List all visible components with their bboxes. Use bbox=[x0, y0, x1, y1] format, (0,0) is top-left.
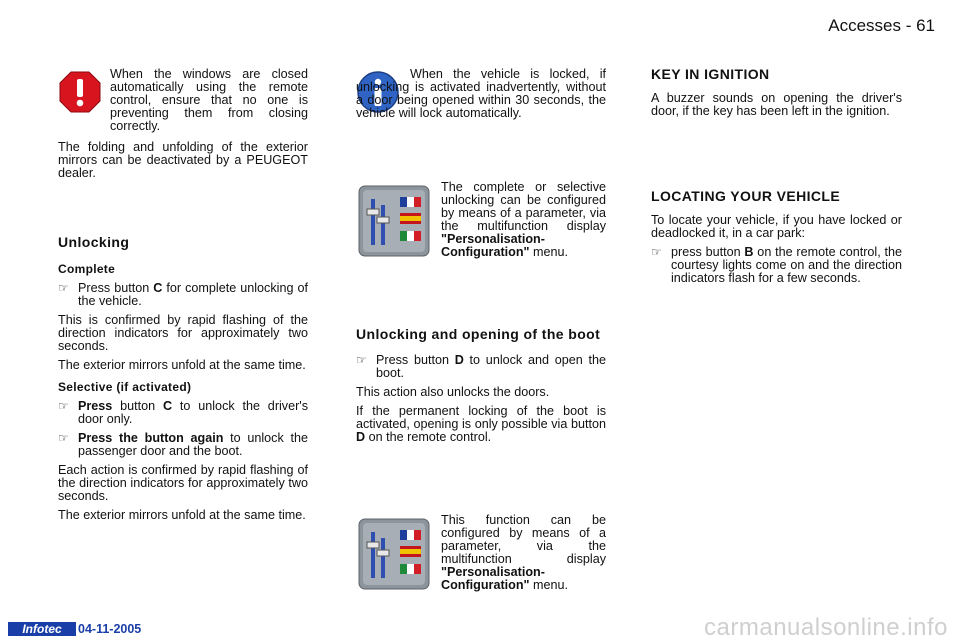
permanent-text: If the permanent locking of the boot is activated, opening is only possible via button D on the remote control. bbox=[356, 404, 606, 444]
unfold-text: The exterior mirrors unfold at the same time. bbox=[58, 508, 306, 522]
complete-heading: Complete bbox=[58, 262, 116, 276]
boot-doors-text: This action also unlocks the doors. bbox=[356, 385, 550, 399]
warning-icon bbox=[58, 70, 102, 114]
locating-text: To locate your vehicle, if you have locked or deadlocked it, in a car park: bbox=[651, 213, 902, 240]
list-item: ☞ Press the button again to unlock the passenger door and the boot. bbox=[58, 431, 308, 458]
key-section bbox=[651, 66, 902, 124]
selective-heading: Selective (if activated) bbox=[58, 380, 192, 394]
list-item: ☞ press button B on the remote control, the courtesy lights come on and the direction indicators flash for a few seconds. bbox=[651, 245, 902, 285]
warning-note: When the windows are closed automatically using the remote control, ensure that no one is preventing them from closing correctly. bbox=[110, 67, 308, 133]
mirrors-note: The folding and unfolding of the exterior mirrors can be deactivated by a PEUGEOT dealer. bbox=[58, 140, 308, 180]
each-action-text: Each action is confirmed by rapid flashing of the direction indicators for approximately two seconds. bbox=[58, 463, 308, 503]
settings-sliders-flags-icon bbox=[358, 518, 430, 590]
pointer-icon: ☞ bbox=[356, 353, 367, 367]
pointer-icon: ☞ bbox=[651, 245, 662, 259]
settings-sliders-flags-icon bbox=[358, 185, 430, 257]
boot-section bbox=[356, 326, 606, 450]
page-header: Accesses - 61 bbox=[828, 16, 935, 35]
info-note: When the vehicle is locked, if unlocking is activated inadvertently, without a door being opened within 30 seconds, the vehicle will lock automatically. bbox=[356, 67, 606, 120]
key-heading: KEY IN IGNITION bbox=[651, 66, 770, 82]
watermark: carmanualsonline.info bbox=[704, 614, 948, 641]
config-note-1: The complete or selective unlocking can be configured by means of a parameter, via the multifunction display "Personalisation-Configuration" menu. bbox=[441, 180, 606, 259]
pointer-icon: ☞ bbox=[58, 431, 69, 445]
list-item: ☞ Press button C to unlock the driver's door only. bbox=[58, 399, 309, 426]
config-note-2: This function can be configured by means of a parameter, via the multifunction display "Personalisation-Configuration" menu. bbox=[441, 513, 606, 592]
pointer-icon: ☞ bbox=[58, 399, 69, 413]
list-item: ☞ Press button C for complete unlocking of the vehicle. bbox=[58, 281, 308, 308]
confirm-text: This is confirmed by rapid flashing of the direction indicators for approximately two seconds. bbox=[58, 313, 308, 353]
unlocking-section bbox=[58, 234, 308, 528]
boot-heading: Unlocking and opening of the boot bbox=[356, 326, 601, 342]
unfold-text: The exterior mirrors unfold at the same time. bbox=[58, 358, 306, 372]
footer-date: 04-11-2005 bbox=[78, 622, 142, 636]
unlocking-heading: Unlocking bbox=[58, 234, 130, 250]
list-item: ☞ Press button D to unlock and open the boot. bbox=[356, 353, 606, 380]
key-text: A buzzer sounds on opening the driver's door, if the key has been left in the ignition. bbox=[651, 91, 902, 118]
locating-section bbox=[651, 188, 902, 291]
locating-heading: LOCATING YOUR VEHICLE bbox=[651, 188, 841, 204]
infotec-logo: Infotec bbox=[8, 622, 76, 636]
pointer-icon: ☞ bbox=[58, 281, 69, 295]
